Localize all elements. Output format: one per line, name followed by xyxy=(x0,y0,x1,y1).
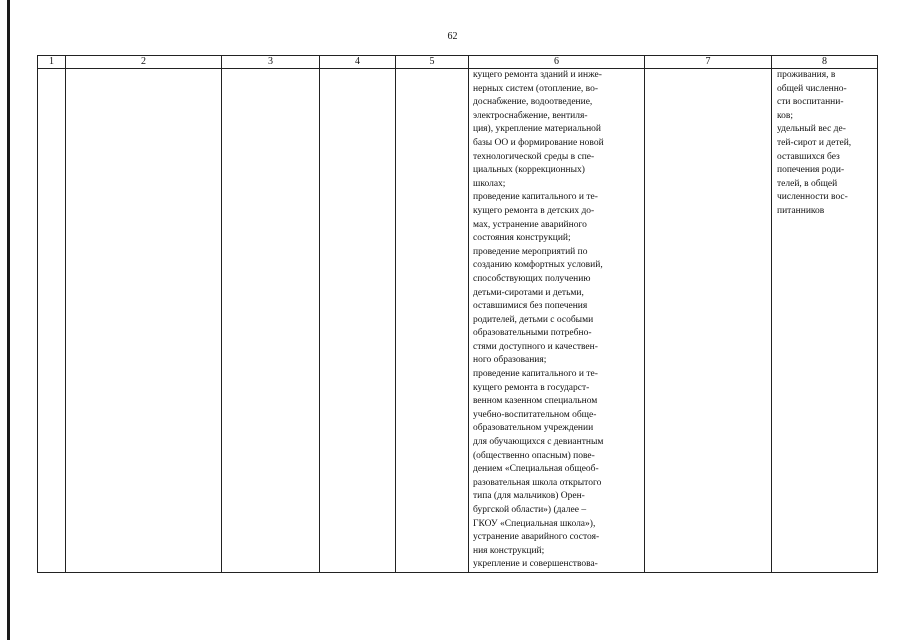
column-number-header-row xyxy=(38,56,878,69)
cell-col-5 xyxy=(396,69,469,573)
column-header-7: 7 xyxy=(645,56,772,69)
column-header-3: 3 xyxy=(222,56,320,69)
page-number: 62 xyxy=(447,31,458,42)
column-header-4: 4 xyxy=(320,56,396,69)
column-header-2: 2 xyxy=(66,56,222,69)
column-header-5: 5 xyxy=(396,56,469,69)
column-header-1: 1 xyxy=(38,56,66,69)
cell-col-2 xyxy=(66,69,222,573)
table-row xyxy=(38,69,878,573)
page-binding-edge xyxy=(7,0,10,640)
cell-col-8-indicators: проживания, в общей численно- сти воспитанни- ков; удельный вес де- тей-сирот и детей, оставшихся без попечения роди- телей, в общей численности вос- питанников xyxy=(772,69,878,573)
cell-col-1 xyxy=(38,69,66,573)
document-table xyxy=(37,55,878,573)
cell-col-6-measures: кущего ремонта зданий и инже- нерных систем (отопление, во- доснабжение, водоотведение, электроснабжение, вентиля- ция), укрепление материальной базы ОО и формирование новой технологической среды в спе- циальных (коррекционных) школах; проведение капитального и те- кущего ремонта в детских до- мах, устранение аварийного состояния конструкций; проведение мероприятий по созданию комфортных условий, способствующих получению детьми-сиротами и детьми, оставшимися без попечения родителей, детьми с особыми образовательными потребно- стями доступного и качествен- ного образования; проведение капитального и те- кущего ремонта в государст- венном казенном специальном учебно-воспитательном обще- образовательном учреждении для обучающихся с девиантным (общественно опасным) пове- дением «Специальная общеоб- разовательная школа открытого типа (для мальчиков) Орен- бургской области») (далее – ГКОУ «Специальная школа»), устранение аварийного состоя- ния конструкций; укрепление и совершенствова- xyxy=(469,69,645,573)
column-header-8: 8 xyxy=(772,56,878,69)
cell-col-7 xyxy=(645,69,772,573)
cell-col-3 xyxy=(222,69,320,573)
column-header-6: 6 xyxy=(469,56,645,69)
cell-col-4 xyxy=(320,69,396,573)
